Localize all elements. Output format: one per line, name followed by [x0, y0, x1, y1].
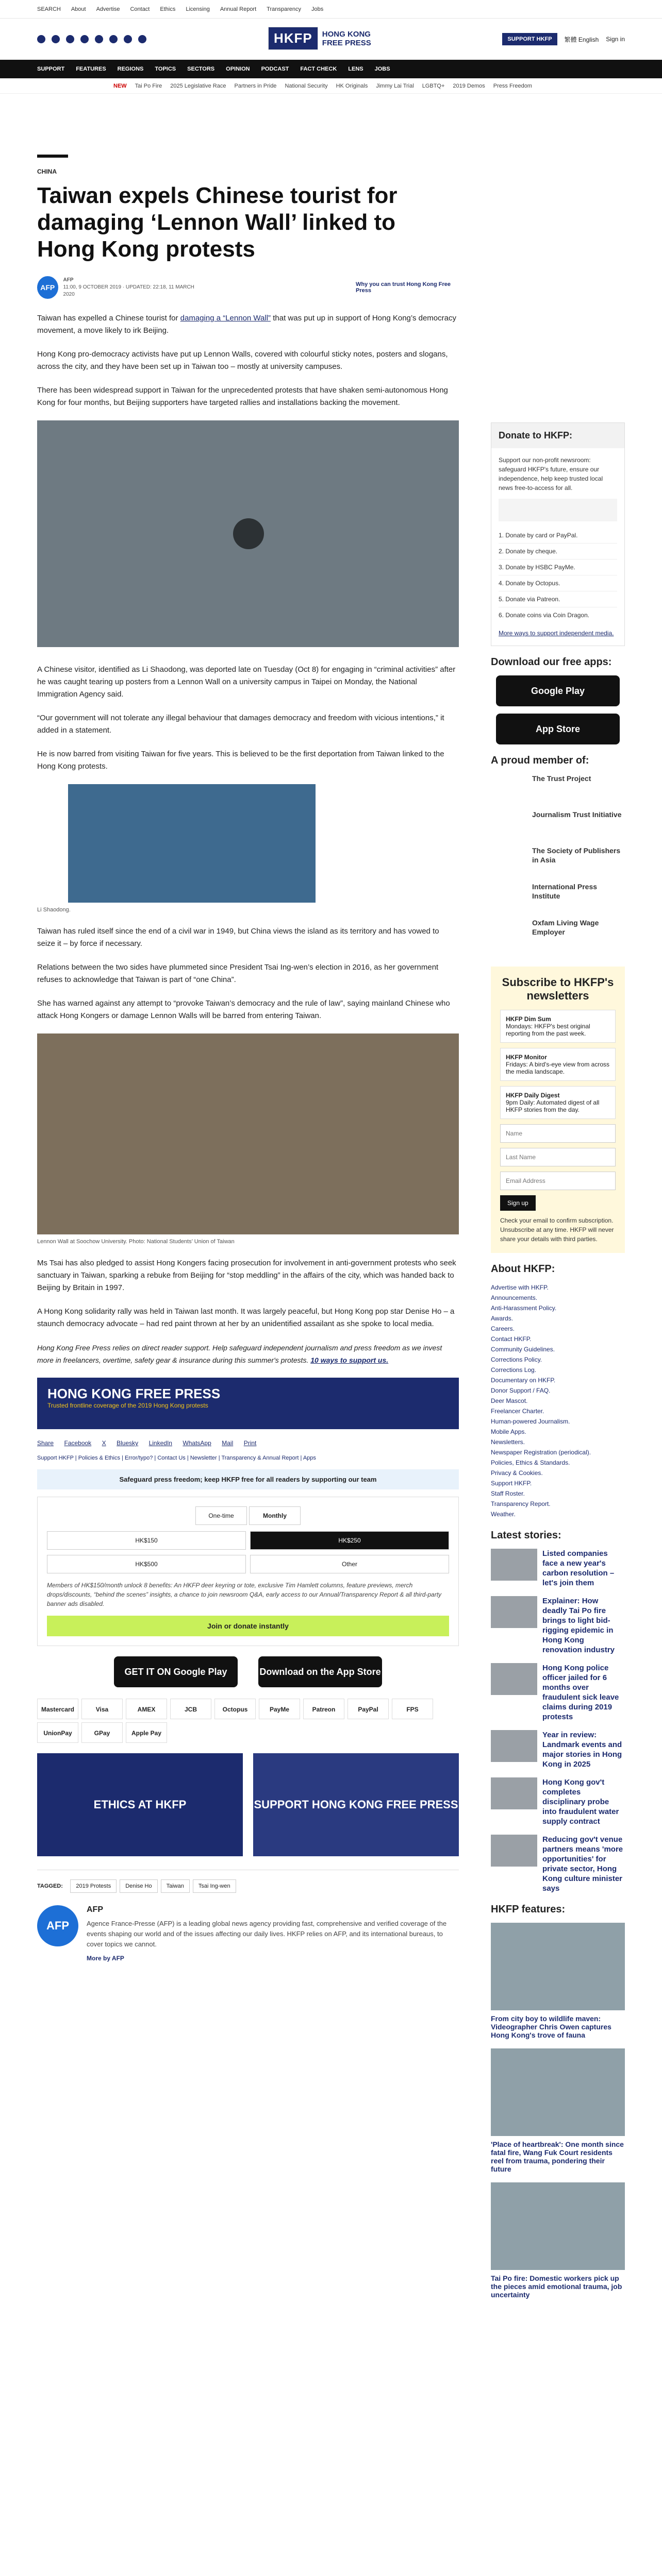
linkedin-icon[interactable] [124, 35, 132, 43]
about-link[interactable]: Deer Mascot. [491, 1397, 528, 1404]
donate-option[interactable]: 2. Donate by cheque. [499, 544, 617, 560]
paragraph: Taiwan has ruled itself since the end of a civil war in 1949, but China views the island as its territory and has vowed to seize it – by force if necessary. [37, 927, 439, 948]
photo-caption: Li Shaodong. [37, 907, 71, 913]
about-link[interactable]: Newsletters. [491, 1438, 525, 1446]
donate-box [491, 422, 625, 646]
article [37, 155, 459, 1963]
paragraph: She has warned against any attempt to “provoke Taiwan’s democracy and the rule of law”, saying mainland Chinese who attack Hong Kongers or damage Lennon Walls will be barred from entering Taiwan. [37, 999, 450, 1020]
tagged-label: TAGGED: [37, 1883, 63, 1889]
trending-link[interactable]: LGBTQ+ [422, 82, 445, 89]
google-play-button[interactable]: GET IT ON Google Play [114, 1656, 238, 1687]
member-logo[interactable]: The Trust Project [532, 774, 591, 783]
member-logo[interactable]: Journalism Trust Initiative [532, 810, 622, 819]
banner-title: HONG KONG FREE PRESS [47, 1386, 221, 1401]
payment-logo: FPS [392, 1699, 433, 1719]
threads-icon[interactable] [95, 35, 103, 43]
tag[interactable]: Tsai Ing-wen [193, 1879, 236, 1893]
support-video[interactable]: SUPPORT HONG KONG FREE PRESS [253, 1753, 459, 1856]
lennon-wall-photo [37, 1033, 459, 1234]
more-ways-link[interactable]: More ways to support independent media. [499, 630, 614, 637]
about-link[interactable]: Careers. [491, 1325, 515, 1332]
nav-item[interactable]: SECTORS [187, 66, 215, 72]
paragraph: Ms Tsai has also pledged to assist Hong Kongers facing prosecution for involvement in anti-government protests who seek sanctuary in Taiwan, sparking a rebuke from Beijing for “stop meddling” in the affairs of the city, which was handed back to Beijing by Britain in 1997. [37, 1259, 456, 1292]
share-link[interactable]: Share [37, 1439, 54, 1447]
about-link[interactable]: Policies, Ethics & Standards. [491, 1459, 570, 1466]
top-link[interactable]: Annual Report [220, 6, 257, 12]
safeguard-banner[interactable]: Safeguard press freedom; keep HKFP free for all readers by supporting our team [37, 1469, 459, 1489]
newsletter-option[interactable]: HKFP Daily Digest 9pm Daily: Automated digest of all HKFP stories from the day. [500, 1086, 616, 1119]
paragraph: Relations between the two sides have plummeted since President Tsai Ing-wen’s election in 2016, as her government refuses to acknowledge that Taiwan is part of “one China”. [37, 963, 439, 984]
donate-option[interactable]: 3. Donate by HSBC PayMe. [499, 560, 617, 575]
top-link[interactable]: Transparency [267, 6, 301, 12]
trending-link[interactable]: Press Freedom [493, 82, 532, 89]
lennon-wall-link[interactable]: damaging a “Lennon Wall” [180, 314, 271, 323]
author-avatar[interactable]: AFP [37, 276, 58, 299]
footer-links[interactable]: Support HKFP | Policies & Ethics | Error/typo? | Contact Us | Newsletter | Transparency & Annual Report | Apps [37, 1455, 316, 1461]
about-list [491, 1282, 625, 1519]
join-button[interactable]: Join or donate instantly [47, 1616, 449, 1636]
about-link[interactable]: Staff Roster. [491, 1490, 525, 1497]
youtube-icon[interactable] [80, 35, 89, 43]
logo-line2: FREE PRESS [322, 38, 371, 47]
about-link[interactable]: Newspaper Registration (periodical). [491, 1449, 591, 1456]
about-link[interactable]: Mobile Apps. [491, 1428, 526, 1435]
top-bar [0, 0, 662, 19]
main-nav [0, 60, 662, 78]
payment-logo: Patreon [303, 1699, 344, 1719]
about-link[interactable]: Donor Support / FAQ. [491, 1387, 551, 1394]
feature-image[interactable] [491, 1923, 625, 2010]
last-name-field[interactable]: Last Name [500, 1148, 616, 1166]
byline [37, 276, 459, 299]
top-link[interactable]: Licensing [186, 6, 210, 12]
facebook-icon[interactable] [37, 35, 45, 43]
latest-story[interactable]: Listed companies face a new year's carbon resolution – let's join them [491, 1549, 625, 1588]
play-icon[interactable] [233, 518, 264, 549]
about-link[interactable]: Privacy & Cookies. [491, 1469, 543, 1477]
logo-line1: HONG KONG [322, 29, 371, 39]
share-bar [37, 1438, 459, 1448]
payment-logo: Visa [81, 1699, 123, 1719]
author-bio [37, 1905, 459, 1963]
payment-logo: AMEX [126, 1699, 167, 1719]
member-logo[interactable]: International Press Institute [532, 883, 598, 900]
newsletter-heading: Subscribe to HKFP's newsletters [502, 976, 614, 1002]
payment-logo: GPay [81, 1722, 123, 1743]
payment-logo: Octopus [214, 1699, 256, 1719]
about-link[interactable]: Weather. [491, 1511, 516, 1518]
paragraph: Hong Kong pro-democracy activists have put up Lennon Walls, covered with colourful sticky notes, posters and slogans, across the city, and they have been set up in Taiwan too – mostly at university campuses. [37, 350, 448, 371]
feature-title[interactable]: Tai Po fire: Domestic workers pick up the pieces amid emotional trauma, job uncertainty [491, 2274, 622, 2299]
latest-story[interactable]: Hong Kong police officer jailed for 6 months over fraudulent sick leave claims during 2019 protests [491, 1663, 625, 1722]
newsletter-note: Check your email to confirm subscription. Unsubscribe at any time. HKFP will never share your details with third parties. [500, 1217, 614, 1243]
apps-heading: Download our free apps: [491, 656, 612, 668]
newsletter-option[interactable]: HKFP Monitor Fridays: A bird's-eye view from across the media landscape. [500, 1048, 616, 1081]
paragraph: A Hong Kong solidarity rally was held in Taiwan last month. It was largely peaceful, but Hong Kong pop star Denise Ho – a staunch democracy advocate – had red paint thrown at her by an unidentified assailant as she spoke to local media. [37, 1307, 455, 1328]
nav-item[interactable]: SUPPORT [37, 66, 65, 72]
sidebar-google-play[interactable]: Google Play [496, 675, 620, 706]
instagram-icon[interactable] [66, 35, 74, 43]
about-link[interactable]: Freelancer Charter. [491, 1408, 544, 1415]
story-thumbnail[interactable] [491, 1835, 537, 1867]
top-link[interactable]: Advertise [96, 6, 120, 12]
li-shaodong-photo [68, 784, 316, 903]
latest-story[interactable]: Hong Kong gov't completes disciplinary probe into fraudulent water supply contract [491, 1777, 625, 1826]
feature-title[interactable]: 'Place of heartbreak': One month since fatal fire, Wang Fuk Court residents reel from trauma, pondering their future [491, 2140, 624, 2173]
ethics-video[interactable]: ETHICS AT HKFP [37, 1753, 243, 1856]
category-label[interactable]: CHINA [37, 168, 57, 175]
amount-option[interactable]: HK$500 [47, 1555, 246, 1573]
share-x[interactable]: X [102, 1439, 106, 1447]
share-facebook[interactable]: Facebook [64, 1439, 92, 1447]
nav-item[interactable]: LENS [348, 66, 363, 72]
nav-item[interactable]: PODCAST [261, 66, 289, 72]
about-link[interactable]: Awards. [491, 1315, 514, 1322]
payment-logo: UnionPay [37, 1722, 78, 1743]
story-thumbnail[interactable] [491, 1549, 537, 1581]
amount-option[interactable]: HK$250 [250, 1531, 449, 1550]
payment-logo: PayMe [259, 1699, 300, 1719]
paragraph: There has been widespread support in Taiwan for the unprecedented protests that have shaken semi-autonomous Hong Kong for four months, but Beijing supporters have targeted rallies and installations backing the movement. [37, 386, 448, 407]
site-logo[interactable] [268, 27, 371, 50]
share-print[interactable]: Print [243, 1439, 257, 1447]
app-store-button[interactable]: Download on the App Store [258, 1656, 382, 1687]
support-hkfp-button[interactable]: SUPPORT HKFP [502, 33, 557, 45]
tag[interactable]: 2019 Protests [70, 1879, 117, 1893]
author-bio-name[interactable]: AFP [87, 1905, 103, 1914]
latest-heading: Latest stories: [491, 1530, 561, 1541]
sign-in-link[interactable]: Sign in [606, 36, 625, 43]
about-link[interactable]: Community Guidelines. [491, 1346, 555, 1353]
video-player[interactable] [37, 420, 459, 647]
search-link[interactable]: SEARCH [37, 6, 61, 12]
newsletter-option[interactable]: HKFP Dim Sum Mondays: HKFP's best original reporting from the past week. [500, 1010, 616, 1043]
trending-link[interactable]: Jimmy Lai Trial [376, 82, 414, 89]
logo-mark: HKFP [268, 27, 318, 50]
nav-item[interactable]: OPINION [226, 66, 250, 72]
about-link[interactable]: Anti-Harassment Policy. [491, 1304, 557, 1312]
trending-link[interactable]: 2019 Demos [453, 82, 485, 89]
about-link[interactable]: Transparency Report. [491, 1500, 551, 1507]
about-link[interactable]: Human-powered Journalism. [491, 1418, 570, 1425]
latest-story[interactable]: Year in review: Landmark events and major stories in Hong Kong in 2025 [491, 1730, 625, 1769]
about-heading: About HKFP: [491, 1263, 555, 1275]
bluesky-icon[interactable] [109, 35, 118, 43]
story-thumbnail[interactable] [491, 1596, 537, 1628]
tag[interactable]: Taiwan [161, 1879, 190, 1893]
language-switch[interactable]: 繁體 English [564, 36, 599, 43]
top-link[interactable]: Jobs [311, 6, 324, 12]
author-bio-avatar[interactable]: AFP [37, 1905, 78, 1946]
support-banner[interactable] [37, 1378, 459, 1429]
trending-link[interactable]: National Security [285, 82, 328, 89]
about-link[interactable]: Advertise with HKFP. [491, 1284, 549, 1291]
member-logo[interactable]: The Society of Publishers in Asia [532, 846, 621, 864]
about-link[interactable]: Documentary on HKFP. [491, 1377, 556, 1384]
share-linkedin[interactable]: LinkedIn [148, 1439, 172, 1447]
latest-story[interactable]: Reducing gov't venue partners means 'more opportunities' for private sector, Hong Kong culture minister says [491, 1835, 625, 1893]
author-name[interactable]: AFP [63, 277, 74, 283]
about-link[interactable]: Corrections Log. [491, 1366, 537, 1374]
member-logo[interactable]: Oxfam Living Wage Employer [532, 919, 599, 936]
newsletter-box [491, 967, 625, 1253]
email-field[interactable]: Email Address [500, 1172, 616, 1190]
donate-option[interactable]: 5. Donate via Patreon. [499, 591, 617, 607]
latest-story[interactable]: Explainer: How deadly Tai Po fire brings to light bid-rigging epidemic in Hong Kong renovation industry [491, 1596, 625, 1655]
article-title: Taiwan expels Chinese tourist for damaging ‘Lennon Wall’ linked to Hong Kong protests [37, 183, 398, 262]
name-field[interactable]: Name [500, 1124, 616, 1143]
donation-widget [37, 1497, 459, 1646]
paragraph: “Our government will not tolerate any illegal behaviour that damages democracy and freedom with vicious intentions,” it added in a statement. [37, 714, 444, 735]
trending-link[interactable]: Tai Po Fire [135, 82, 162, 89]
member-benefits: Members of HK$150/month unlock 8 benefits: An HKFP deer keyring or tote, exclusive Tim Hamlett columns, feature previews, merch drops/discounts, “behind the scenes” insights, a chance to join newsroom Q&A, early access to our Annual/Transparency Report & all third-party banner ads disabled. [47, 1582, 442, 1607]
amount-option[interactable]: Other [250, 1555, 449, 1573]
donate-option[interactable]: 1. Donate by card or PayPal. [499, 528, 617, 544]
about-link[interactable]: Announcements. [491, 1294, 538, 1301]
author-bio-text: Agence France-Presse (AFP) is a leading global news agency providing fast, comprehensive and verified coverage of the events shaping our world and of the issues affecting our daily lives. HKFP relies on AFP, and its international bureaus, to cover topics we cannot. [87, 1920, 447, 1948]
nav-item[interactable]: FACT CHECK [300, 66, 337, 72]
story-thumbnail[interactable] [491, 1663, 537, 1695]
trending-bar [0, 78, 662, 94]
paragraph: Taiwan has expelled a Chinese tourist for damaging a “Lennon Wall” that was put up in support of Hong Kong’s democracy movement, a move likely to irk Beijing. [37, 314, 456, 335]
one-time-toggle[interactable]: One-time [195, 1506, 247, 1525]
top-link[interactable]: Ethics [160, 6, 176, 12]
sidebar-app-store[interactable]: App Store [496, 714, 620, 744]
donate-option[interactable]: 4. Donate by Octopus. [499, 575, 617, 591]
about-link[interactable]: Support HKFP. [491, 1480, 532, 1487]
trending-link[interactable]: Partners in Pride [234, 82, 277, 89]
tag[interactable]: Denise Ho [120, 1879, 157, 1893]
divider [37, 155, 68, 158]
nav-item[interactable]: REGIONS [117, 66, 144, 72]
trending-link[interactable]: HK Originals [336, 82, 368, 89]
share-whatsapp[interactable]: WhatsApp [183, 1439, 211, 1447]
tag-list [37, 1870, 459, 1893]
payment-logo: Apple Pay [126, 1722, 167, 1743]
payment-logo: Mastercard [37, 1699, 78, 1719]
nav-item[interactable]: FEATURES [76, 66, 106, 72]
payment-methods [37, 1696, 459, 1743]
story-thumbnail[interactable] [491, 1730, 537, 1762]
amount-option[interactable]: HK$150 [47, 1531, 246, 1550]
sign-up-button[interactable]: Sign up [500, 1195, 536, 1211]
article-date: 11:00, 9 OCTOBER 2019 · UPDATED: 22:18, 11 MARCH 2020 [63, 284, 194, 297]
payment-logo: PayPal [347, 1699, 389, 1719]
feature-title[interactable]: From city boy to wildlife maven: Videographer Chris Owen captures Hong Kong's trove of fauna [491, 2014, 611, 2039]
more-by-author-link[interactable]: More by AFP [87, 1955, 124, 1962]
about-link[interactable]: Corrections Policy. [491, 1356, 542, 1363]
share-mail[interactable]: Mail [222, 1439, 234, 1447]
support-appeal: Hong Kong Free Press relies on direct reader support. Help safeguard independent journalism and press freedom as we invest more in freelancers, overtime, safety gear & insurance during this summer's protests. 10 ways to support us. [37, 1344, 442, 1364]
member-heading: A proud member of: [491, 755, 589, 766]
features-heading: HKFP features: [491, 1904, 566, 1915]
top-link[interactable]: About [71, 6, 86, 12]
payment-icons [499, 499, 617, 521]
top-link[interactable]: Contact [130, 6, 150, 12]
nav-item[interactable]: JOBS [374, 66, 390, 72]
header [0, 19, 662, 60]
x-icon[interactable] [52, 35, 60, 43]
donate-heading: Donate to HKFP: [491, 423, 624, 448]
feature-image[interactable] [491, 2182, 625, 2270]
banner-subtitle: Trusted frontline coverage of the 2019 Hong Kong protests [47, 1402, 208, 1409]
paragraph: He is now barred from visiting Taiwan for five years. This is believed to be the first deportation from Taiwan linked to the Hong Kong protests. [37, 750, 444, 771]
donate-text[interactable]: Support our non-profit newsroom: safeguard HKFP's future, ensure our independence, help keep trusted local news free-to-access for all. [499, 456, 603, 492]
ways-to-support-link[interactable]: 10 ways to support us. [310, 1356, 389, 1364]
new-label: NEW [113, 82, 127, 89]
trust-link[interactable]: Why you can trust Hong Kong Free Press [356, 281, 451, 294]
paragraph: A Chinese visitor, identified as Li Shaodong, was deported late on Tuesday (Oct 8) for engaging in “criminal activities” after he was caught tearing up posters from a Lennon Wall on a university campus in Taipei on Monday, the National Immigration Agency said. [37, 665, 456, 699]
feature-image[interactable] [491, 2048, 625, 2136]
monthly-toggle[interactable]: Monthly [249, 1506, 301, 1525]
trending-link[interactable]: 2025 Legislative Race [170, 82, 226, 89]
nav-item[interactable]: TOPICS [155, 66, 176, 72]
social-icons [37, 35, 146, 43]
story-thumbnail[interactable] [491, 1777, 537, 1809]
donate-option[interactable]: 6. Donate coins via Coin Dragon. [499, 612, 590, 619]
about-link[interactable]: Contact HKFP. [491, 1335, 532, 1343]
sidebar [491, 422, 625, 2308]
payment-logo: JCB [170, 1699, 211, 1719]
telegram-icon[interactable] [138, 35, 146, 43]
photo-caption: Lennon Wall at Soochow University. Photo: National Students’ Union of Taiwan [37, 1239, 235, 1245]
share-bluesky[interactable]: Bluesky [117, 1439, 139, 1447]
